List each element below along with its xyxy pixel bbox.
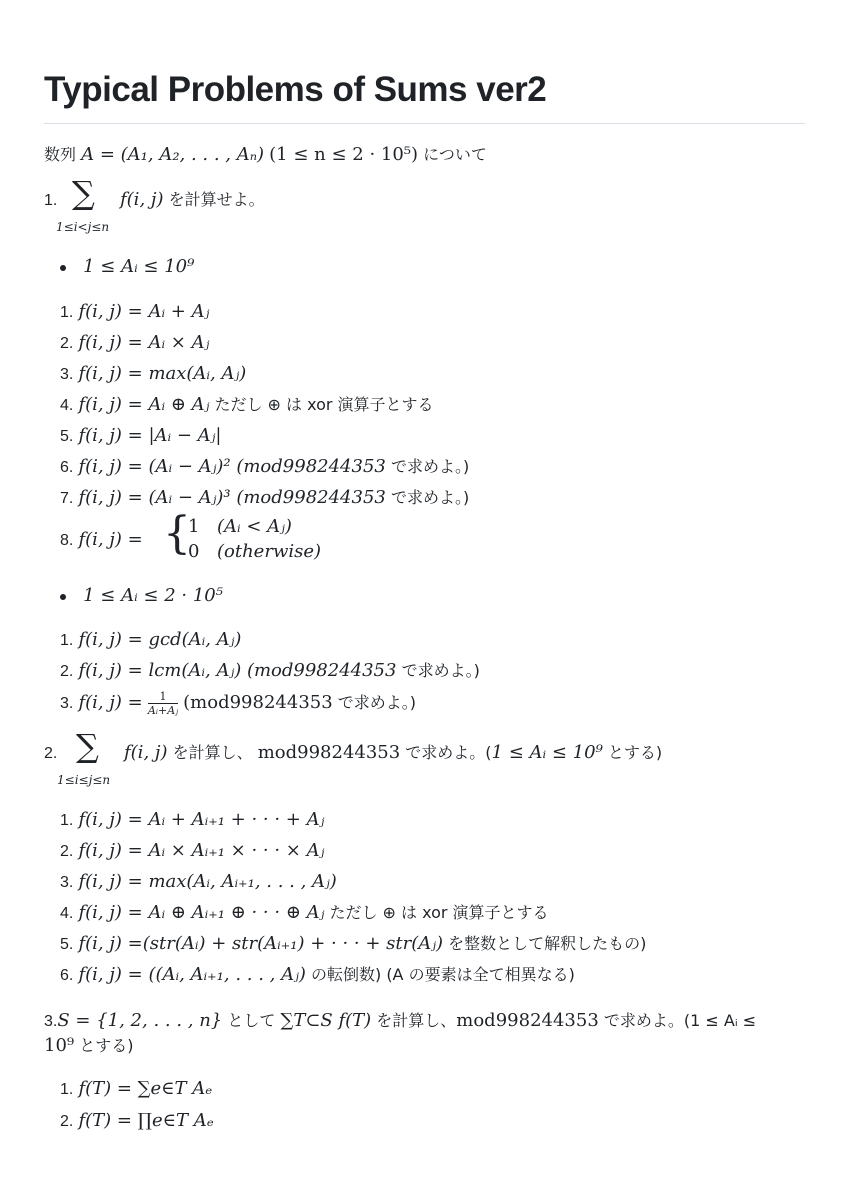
p1b-item-3: 3. f(i, j) = $\frac{1}{\text{Aᵢ+Aⱼ}}$ (mod998244353 で求めよ。) [60, 690, 417, 717]
fraction: $\frac{1}{\text{Aᵢ+Aⱼ}}$ [147, 690, 179, 717]
p2-item-3: 3. f(i, j) = max(Aᵢ, Aᵢ₊₁, . . . , Aⱼ) [60, 871, 337, 892]
piecewise-case-2: 0 [188, 541, 200, 562]
problem-1-expr: f(i, j) [120, 189, 164, 210]
p1-item-4: 4. f(i, j) = Aᵢ ⊕ Aⱼ ただし ⊕ は xor 演算子とする [60, 394, 434, 415]
problem-2-sum-range: 1≤i≤j≤n [57, 773, 111, 787]
p2-item-4: 4. f(i, j) = Aᵢ ⊕ Aᵢ₊₁ ⊕ · · · ⊕ Aⱼ ただし ⊕ は xor 演算子とする [60, 902, 549, 923]
p1-item-7: 7. f(i, j) = (Aᵢ − Aⱼ)³ (mod998244353 で求めよ。) [60, 487, 470, 508]
problem-2-sum-symbol: ∑ [76, 727, 99, 765]
constraint-2: 1 ≤ Aᵢ ≤ 2 · 10⁵ [60, 584, 223, 608]
page-title: Typical Problems of Sums ver2 [44, 70, 547, 109]
intro-line [44, 143, 487, 167]
problem-2-header: 2. [44, 745, 58, 762]
problem-1-number: 1. [44, 192, 58, 209]
p1-item-5: 5. f(i, j) = |Aᵢ − Aⱼ| [60, 425, 222, 446]
problem-3-line-1: 3.S = {1, 2, . . . , n} として ∑T⊂S f(T) を計算し、mod998244353 で求めよ。(1 ≤ Aᵢ ≤ [44, 1010, 757, 1031]
piecewise-cond-1: (Aᵢ < Aⱼ) [217, 516, 292, 537]
p2-item-1: 1. f(i, j) = Aᵢ + Aᵢ₊₁ + · · · + Aⱼ [60, 809, 325, 830]
p1-item-8: 8. f(i, j) = [60, 529, 143, 550]
p2-item-5: 5. f(i, j) =(str(Aᵢ) + str(Aᵢ₊₁) + · · · + str(Aⱼ) を整数として解釈したもの) [60, 933, 647, 954]
problem-1-text: を計算せよ。 [168, 190, 265, 209]
constraint-1: 1 ≤ Aᵢ ≤ 10⁹ [60, 255, 194, 279]
p3-item-1: 1. f(T) = ∑e∈T Aₑ [60, 1078, 213, 1099]
bullet-icon [60, 265, 66, 271]
problem-1-statement [120, 188, 265, 212]
problem-1-header [44, 188, 57, 213]
bullet-icon [60, 594, 66, 600]
intro-suffix: について [423, 145, 487, 164]
intro-constraint: (1 ≤ n ≤ 2 · 10⁵) [269, 144, 419, 165]
p1-item-6: 6. f(i, j) = (Aᵢ − Aⱼ)² (mod998244353 で求めよ。) [60, 456, 470, 477]
p2-item-6: 6. f(i, j) = ((Aᵢ, Aᵢ₊₁, . . . , Aⱼ) の転倒数) (A の要素は全て相異なる) [60, 964, 575, 985]
problem-1-sum-symbol: ∑ [72, 174, 95, 212]
intro-sequence: A = (A₁, A₂, . . . , Aₙ) [81, 144, 265, 165]
p2-item-2: 2. f(i, j) = Aᵢ × Aᵢ₊₁ × · · · × Aⱼ [60, 840, 325, 861]
p1b-item-1: 1. f(i, j) = gcd(Aᵢ, Aⱼ) [60, 629, 242, 650]
p1-item-3: 3. f(i, j) = max(Aᵢ, Aⱼ) [60, 363, 247, 384]
problem-2-statement: f(i, j) を計算し、 mod998244353 で求めよ。(1 ≤ Aᵢ ≤ 10⁹ とする) [124, 742, 663, 763]
piecewise-brace: { [163, 508, 191, 559]
problem-3-line-2: 10⁹ とする) [44, 1035, 134, 1056]
problem-1-sum-range: 1≤i<j≤n [56, 220, 110, 234]
p3-item-2: 2. f(T) = ∏e∈T Aₑ [60, 1110, 214, 1131]
p1-item-2: 2. f(i, j) = Aᵢ × Aⱼ [60, 332, 210, 353]
piecewise-case-1: 1 [188, 516, 200, 537]
title-divider [44, 123, 805, 124]
p1b-item-2: 2. f(i, j) = lcm(Aᵢ, Aⱼ) (mod998244353 で求めよ。) [60, 660, 480, 681]
piecewise-cond-2: (otherwise) [217, 541, 322, 562]
p1-item-1: 1. f(i, j) = Aᵢ + Aⱼ [60, 301, 210, 322]
intro-prefix: 数列 [44, 145, 77, 164]
